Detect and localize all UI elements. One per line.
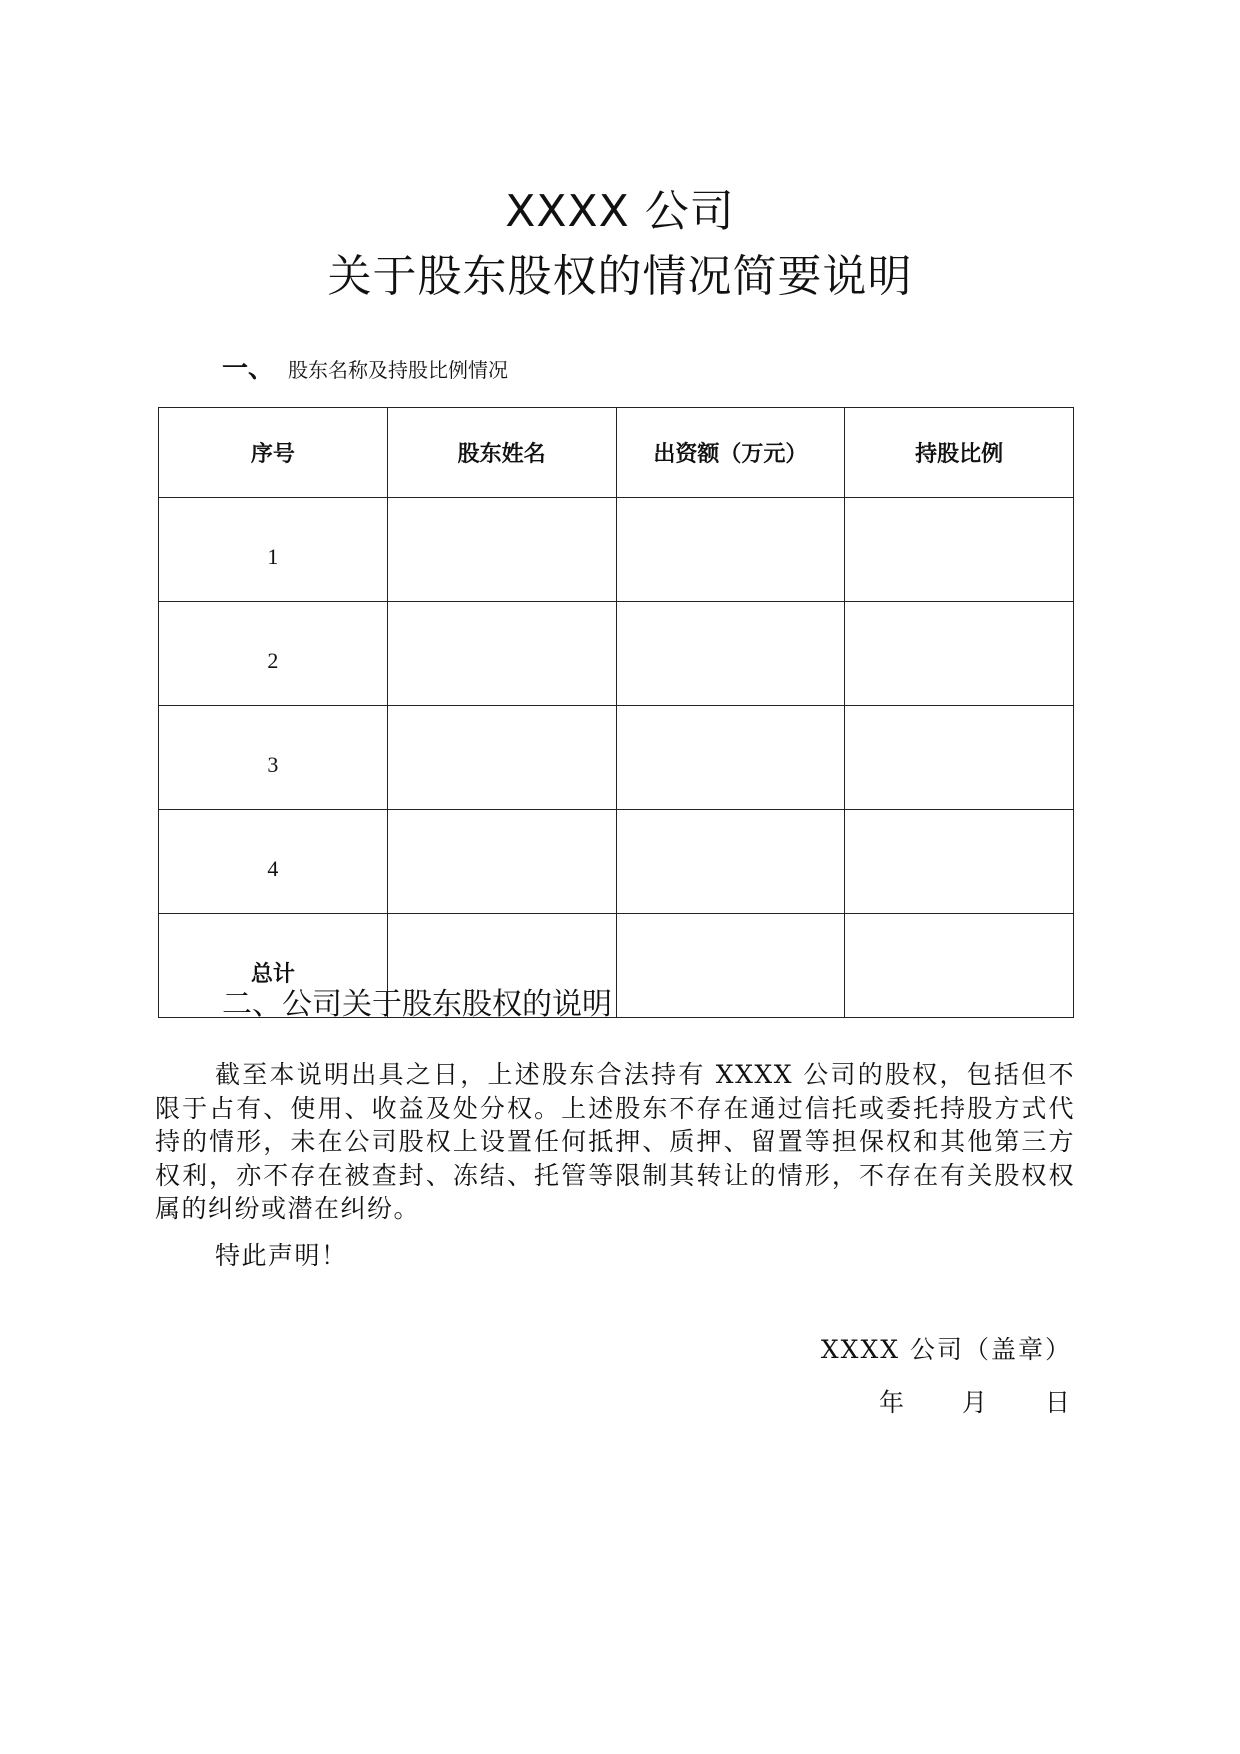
shareholder-table: [158, 407, 1074, 1022]
date-month: 月: [961, 1388, 989, 1417]
signature-company-seal: XXXX 公司（盖章）: [820, 1335, 1072, 1364]
section-one-title: 股东名称及持股比例情况: [288, 358, 509, 382]
table-row: [159, 498, 1074, 602]
row-shareholder-name: [387, 706, 616, 810]
row-shareholding-ratio: [845, 602, 1074, 706]
row-shareholder-name: [387, 602, 616, 706]
document-title-subject: 关于股东股权的情况简要说明: [327, 251, 913, 302]
row-index: 1: [159, 498, 388, 602]
row-shareholding-ratio: [845, 706, 1074, 810]
header-index: 序号: [159, 408, 388, 498]
table-header-row: [159, 408, 1074, 498]
row-index: 3: [159, 706, 388, 810]
total-label: 总计: [159, 914, 388, 1018]
document-title-company: XXXX 公司: [505, 186, 735, 237]
row-index: 2: [159, 602, 388, 706]
row-contribution-amount: [616, 602, 845, 706]
header-contribution-amount: 出资额（万元）: [616, 408, 845, 498]
row-contribution-amount: [616, 706, 845, 810]
row-contribution-amount: [616, 498, 845, 602]
total-contribution-amount: [616, 914, 845, 1018]
statement-paragraph: 截至本说明出具之日，上述股东合法持有 XXXX 公司的股权，包括但不限于占有、使用、收益及处分权。上述股东不存在通过信托或委托持股方式代持的情形，未在公司股权上设置任何抵押、质押、留置等担保权和其他第三方权利，亦不存在被查封、冻结、托管等限制其转让的情形，不存在有关股权权属的纠纷或潜在纠纷。: [155, 1060, 1075, 1223]
section-two-heading: 二、公司关于股东股权的说明: [222, 987, 612, 1022]
declaration-closing: 特此声明！: [215, 1241, 348, 1270]
row-contribution-amount: [616, 810, 845, 914]
table-row: [159, 706, 1074, 810]
table-row: [159, 810, 1074, 914]
section-one-number: 一、: [222, 354, 275, 384]
row-shareholder-name: [387, 498, 616, 602]
row-shareholding-ratio: [845, 498, 1074, 602]
table-row: [159, 602, 1074, 706]
row-shareholder-name: [387, 810, 616, 914]
row-index: 4: [159, 810, 388, 914]
total-shareholding-ratio: [845, 914, 1074, 1018]
signature-date: [879, 1390, 1072, 1415]
header-shareholder-name: 股东姓名: [387, 408, 616, 498]
section-one-heading: [222, 348, 508, 385]
row-shareholding-ratio: [845, 810, 1074, 914]
date-year: 年: [878, 1388, 906, 1417]
header-shareholding-ratio: 持股比例: [845, 408, 1074, 498]
date-day: 日: [1044, 1388, 1072, 1417]
